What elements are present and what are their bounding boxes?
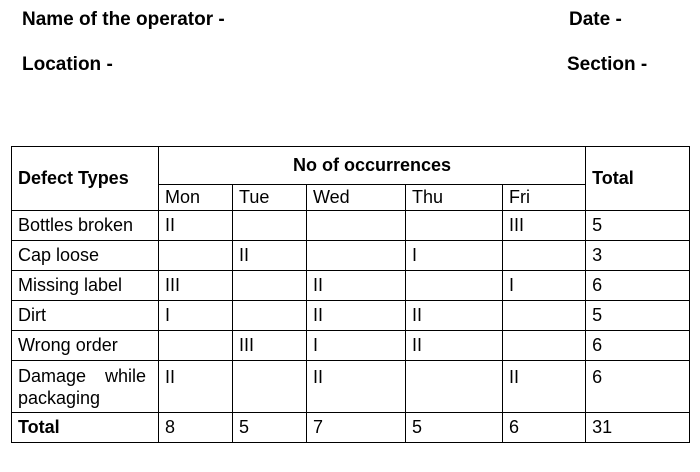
defect-label: Missing label [12, 271, 159, 301]
table-header-row [12, 147, 690, 185]
tally-cell [406, 211, 503, 241]
defect-label: Cap loose [12, 241, 159, 271]
day-header-wed: Wed [307, 185, 406, 211]
defect-label: Wrong order [12, 331, 159, 361]
tally-cell [307, 211, 406, 241]
defect-label: Bottles broken [12, 211, 159, 241]
tally-cell [159, 331, 233, 361]
tally-cell: III [159, 271, 233, 301]
table-row [12, 271, 690, 301]
tally-cell: I [503, 271, 586, 301]
tally-cell: I [307, 331, 406, 361]
tally-cell: II [406, 331, 503, 361]
day-total: 6 [503, 413, 586, 443]
tally-cell [159, 241, 233, 271]
totals-label: Total [12, 413, 159, 443]
location-label: Location - [22, 54, 113, 75]
row-total: 6 [586, 271, 690, 301]
row-total: 5 [586, 211, 690, 241]
section-label: Section - [567, 54, 648, 75]
date-label: Date - [569, 9, 622, 30]
tally-cell [307, 241, 406, 271]
day-header-fri: Fri [503, 185, 586, 211]
tally-cell [406, 271, 503, 301]
tally-cell [233, 361, 307, 413]
day-header-thu: Thu [406, 185, 503, 211]
tally-cell: II [307, 271, 406, 301]
row-total: 3 [586, 241, 690, 271]
day-total: 8 [159, 413, 233, 443]
tally-cell: II [159, 211, 233, 241]
tally-cell: I [406, 241, 503, 271]
defect-label-line-1: Damage while [18, 365, 146, 386]
occurrences-header: No of occurrences [159, 147, 586, 185]
grand-total: 31 [586, 413, 690, 443]
tally-cell [503, 241, 586, 271]
totals-row [12, 413, 690, 443]
tally-cell: II [307, 361, 406, 413]
tally-cell: II [503, 361, 586, 413]
tally-cell [233, 211, 307, 241]
tally-cell: I [159, 301, 233, 331]
tally-cell [503, 301, 586, 331]
tally-cell: II [406, 301, 503, 331]
tally-cell: II [307, 301, 406, 331]
operator-name-label: Name of the operator - [22, 9, 225, 30]
table-row [12, 361, 690, 413]
tally-cell: II [159, 361, 233, 413]
tally-cell: II [233, 241, 307, 271]
defect-label: Dirt [12, 301, 159, 331]
defect-label [12, 361, 159, 413]
defect-label-line-2: packaging [18, 387, 101, 408]
day-header-mon: Mon [159, 185, 233, 211]
tally-cell [233, 271, 307, 301]
defect-types-header: Defect Types [12, 147, 159, 211]
row-total: 6 [586, 361, 690, 413]
day-total: 5 [406, 413, 503, 443]
tally-cell: III [233, 331, 307, 361]
tally-cell [233, 301, 307, 331]
tally-cell [406, 361, 503, 413]
row-total: 5 [586, 301, 690, 331]
day-header-tue: Tue [233, 185, 307, 211]
row-total: 6 [586, 331, 690, 361]
tally-cell: III [503, 211, 586, 241]
defect-tally-table [11, 146, 690, 443]
table-row [12, 331, 690, 361]
table-row [12, 241, 690, 271]
tally-cell [503, 331, 586, 361]
day-total: 7 [307, 413, 406, 443]
table-row [12, 301, 690, 331]
total-header: Total [586, 147, 690, 211]
day-total: 5 [233, 413, 307, 443]
table-row [12, 211, 690, 241]
